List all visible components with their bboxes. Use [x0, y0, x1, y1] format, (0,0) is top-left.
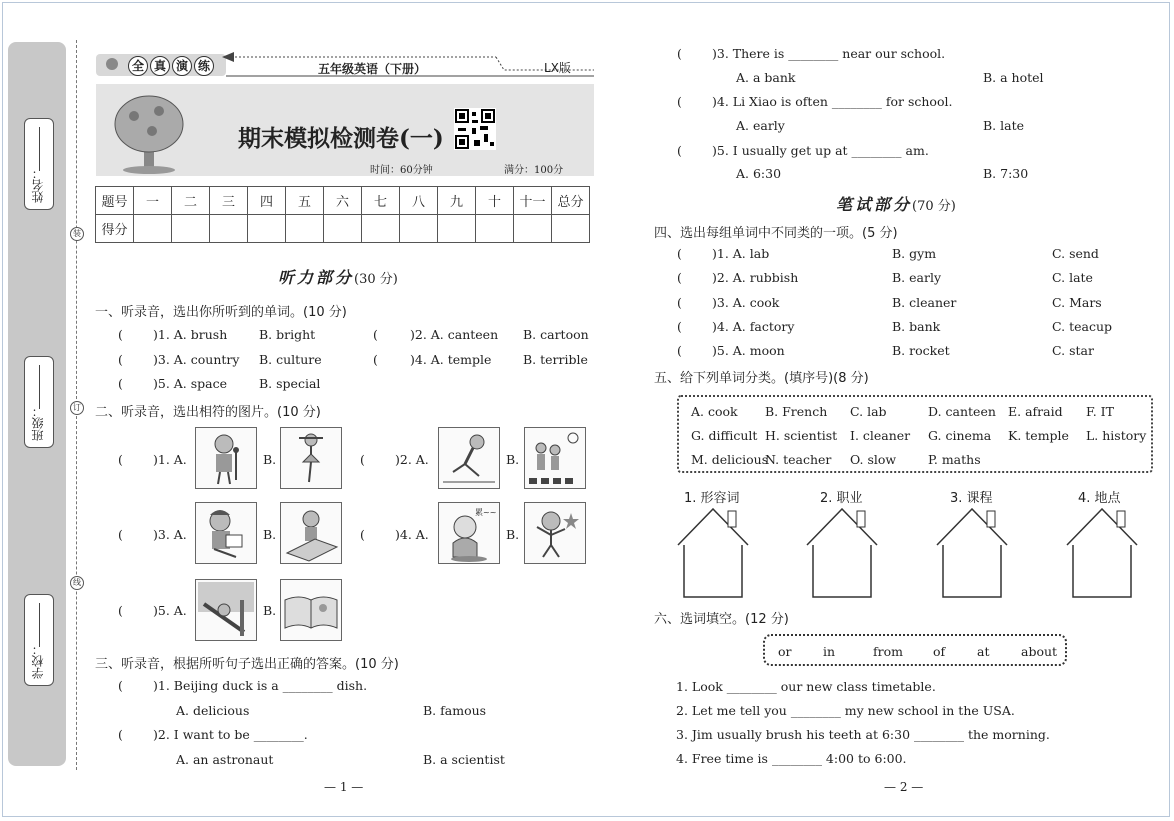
- score-cell[interactable]: [210, 215, 248, 243]
- word-option: D. canteen: [928, 404, 996, 419]
- question-item: )5. I usually get up at ________ am.: [712, 143, 929, 158]
- tree-illustration: [104, 86, 194, 176]
- word-option: from: [873, 644, 903, 659]
- table-cell: 题号: [96, 187, 134, 215]
- table-cell: 五: [286, 187, 324, 215]
- edition-label: LX版: [544, 61, 571, 75]
- table-cell: 六: [324, 187, 362, 215]
- word-option: G. cinema: [928, 428, 992, 443]
- word-option: at: [977, 644, 990, 659]
- option-b: B. 7:30: [983, 166, 1029, 181]
- table-cell: 八: [400, 187, 438, 215]
- word-option: or: [778, 644, 792, 659]
- house-label: 1. 形容词: [684, 491, 740, 506]
- table-cell: 一: [134, 187, 172, 215]
- word-option: B. French: [765, 404, 828, 419]
- series-char: 演: [172, 56, 192, 76]
- question-item: )4. Li Xiao is often ________ for school.: [712, 94, 953, 109]
- score-cell[interactable]: [172, 215, 210, 243]
- table-cell: 得分: [96, 215, 134, 243]
- option-c: C. star: [1052, 343, 1094, 358]
- table-cell: 二: [172, 187, 210, 215]
- option-a: )1. A. lab: [712, 246, 770, 261]
- house-label: 3. 课程: [950, 491, 993, 506]
- question-item: )2. A. canteen: [410, 327, 499, 342]
- drawing-boy-picture[interactable]: [280, 502, 342, 564]
- option-b: B. cleaner: [892, 295, 957, 310]
- word-option: M. delicious: [691, 452, 769, 467]
- page-number: — 1 —: [324, 780, 364, 794]
- option-b: B. special: [259, 376, 321, 391]
- question-item: )1. A.: [153, 452, 187, 467]
- time-limit: 时间：60分钟: [370, 165, 433, 176]
- school-label: 学校：: [31, 643, 45, 679]
- name-field[interactable]: [24, 118, 54, 210]
- table-cell: 七: [362, 187, 400, 215]
- score-cell[interactable]: [514, 215, 552, 243]
- house-answer-box[interactable]: [803, 505, 881, 599]
- option-b: B. a hotel: [983, 70, 1044, 85]
- table-cell: 三: [210, 187, 248, 215]
- word-option: K. temple: [1008, 428, 1069, 443]
- tired-caption: 累~~: [475, 508, 497, 517]
- option-b: B. bright: [259, 327, 316, 342]
- option-a: )3. A. cook: [712, 295, 780, 310]
- fill-sentence: 2. Let me tell you ________ my new school in the USA.: [676, 703, 1015, 718]
- option-b: B. early: [892, 270, 942, 285]
- full-score: 满分：100分: [504, 165, 564, 176]
- option-b: B. late: [983, 118, 1025, 133]
- option-a: A. an astronaut: [176, 752, 274, 767]
- table-row: [96, 187, 590, 215]
- option-c: C. teacup: [1052, 319, 1112, 334]
- book-picture[interactable]: [280, 579, 342, 641]
- dancer-picture[interactable]: [280, 427, 342, 489]
- section-2-heading: 二、听录音，选出相符的图片。(10 分): [95, 405, 321, 420]
- option-b: B. culture: [259, 352, 322, 367]
- title-banner: [96, 84, 594, 176]
- cut-mark: 订: [70, 401, 84, 415]
- table-cell: 九: [438, 187, 476, 215]
- option-b: B. a scientist: [423, 752, 505, 767]
- question-item: )5. A. space: [153, 376, 228, 391]
- house-label: 4. 地点: [1078, 491, 1121, 506]
- score-cell[interactable]: [476, 215, 514, 243]
- option-b: B. terrible: [523, 352, 588, 367]
- option-a: A. a bank: [736, 70, 796, 85]
- fill-sentence: 4. Free time is ________ 4:00 to 6:00.: [676, 751, 907, 766]
- table-cell: 十: [476, 187, 514, 215]
- word-option: of: [933, 644, 946, 659]
- question-item: )1. Beijing duck is a ________ dish.: [153, 678, 368, 693]
- fill-sentence: 3. Jim usually brush his teeth at 6:30 ________ the morning.: [676, 727, 1050, 742]
- school-field[interactable]: [24, 594, 54, 686]
- word-option: in: [823, 644, 836, 659]
- reading-girl-picture[interactable]: [195, 502, 257, 564]
- section-4-heading: 四、选出每组单词中不同类的一项。(5 分): [654, 226, 898, 241]
- question-item: )2. I want to be ________.: [153, 727, 308, 742]
- option-b: B. bank: [892, 319, 941, 334]
- score-cell[interactable]: [438, 215, 476, 243]
- word-option: L. history: [1086, 428, 1147, 443]
- cut-mark: 装: [70, 227, 84, 241]
- house-label: 2. 职业: [820, 491, 863, 506]
- series-header: [96, 48, 594, 78]
- table-cell: 总分: [552, 187, 590, 215]
- house-answer-box[interactable]: [1063, 505, 1141, 599]
- singer-picture[interactable]: [195, 427, 257, 489]
- word-option: F. IT: [1086, 404, 1114, 419]
- option-a: A. 6:30: [736, 166, 782, 181]
- name-label: 姓名：: [31, 167, 45, 203]
- crossing-street-picture[interactable]: [524, 427, 586, 489]
- score-table: [95, 186, 590, 243]
- word-option: P. maths: [928, 452, 981, 467]
- option-a: )2. A. rubbish: [712, 270, 799, 285]
- score-cell[interactable]: [324, 215, 362, 243]
- option-b: B. rocket: [892, 343, 950, 358]
- happy-jump-picture[interactable]: [524, 502, 586, 564]
- page-title: 期末模拟检测卷(一): [238, 125, 444, 152]
- word-bank-box: [677, 395, 1153, 473]
- binding-sidebar: [8, 42, 66, 766]
- score-cell[interactable]: [552, 215, 590, 243]
- question-item: )3. A. country: [153, 352, 240, 367]
- house-answer-box[interactable]: [674, 505, 752, 599]
- word-option: G. difficult: [691, 428, 758, 443]
- section-1-heading: 一、听录音，选出你所听到的单词。(10 分): [95, 305, 347, 320]
- option-a: )5. A. moon: [712, 343, 785, 358]
- slide-picture[interactable]: [195, 579, 257, 641]
- option-c: C. Mars: [1052, 295, 1102, 310]
- word-option: A. cook: [691, 404, 738, 419]
- option-b: B. famous: [423, 703, 487, 718]
- cut-mark: 线: [70, 576, 84, 590]
- option-a: A. delicious: [176, 703, 250, 718]
- running-picture[interactable]: [438, 427, 500, 489]
- section-3-heading: 三、听录音，根据所听句子选出正确的答案。(10 分): [95, 657, 399, 672]
- word-option: E. afraid: [1008, 404, 1063, 419]
- option-c: C. late: [1052, 270, 1093, 285]
- question-item: )1. A. brush: [153, 327, 228, 342]
- question-item: )2. A.: [395, 452, 429, 467]
- question-item: )4. A. temple: [410, 352, 492, 367]
- option-a: A. early: [736, 118, 785, 133]
- question-item: )4. A.: [395, 527, 429, 542]
- listening-section-title: 听力部分(30 分): [278, 268, 398, 287]
- word-option: H. scientist: [765, 428, 838, 443]
- series-char: 真: [150, 56, 170, 76]
- word-option: N. teacher: [765, 452, 832, 467]
- question-item: )5. A.: [153, 603, 187, 618]
- qr-code-icon[interactable]: [454, 108, 496, 150]
- option-b: B. cartoon: [523, 327, 589, 342]
- page-number: — 2 —: [884, 780, 924, 794]
- score-cell[interactable]: [286, 215, 324, 243]
- table-row: [96, 215, 590, 243]
- score-cell[interactable]: [248, 215, 286, 243]
- subject-label: 五年级英语（下册）: [318, 62, 427, 76]
- section-6-heading: 六、选词填空。(12 分): [654, 612, 789, 627]
- section-5-heading: 五、给下列单词分类。(填序号)(8 分): [654, 371, 869, 386]
- word-choice-box: [763, 634, 1067, 666]
- class-label: 班级：: [31, 405, 45, 441]
- house-answer-box[interactable]: [933, 505, 1011, 599]
- fill-sentence: 1. Look ________ our new class timetable.: [676, 679, 936, 694]
- option-b: B. gym: [892, 246, 937, 261]
- word-option: C. lab: [850, 404, 887, 419]
- score-cell[interactable]: [400, 215, 438, 243]
- writing-section-title: 笔试部分(70 分): [836, 195, 956, 214]
- question-item: )3. A.: [153, 527, 187, 542]
- class-field[interactable]: [24, 356, 54, 448]
- option-a: )4. A. factory: [712, 319, 795, 334]
- word-option: I. cleaner: [850, 428, 911, 443]
- tired-picture[interactable]: [438, 502, 500, 564]
- word-option: O. slow: [850, 452, 897, 467]
- series-char: 全: [128, 56, 148, 76]
- score-cell[interactable]: [362, 215, 400, 243]
- table-cell: 四: [248, 187, 286, 215]
- series-char: 练: [194, 56, 214, 76]
- option-c: C. send: [1052, 246, 1099, 261]
- word-option: about: [1021, 644, 1058, 659]
- score-cell[interactable]: [134, 215, 172, 243]
- table-cell: 十一: [514, 187, 552, 215]
- question-item: )3. There is ________ near our school.: [712, 46, 946, 61]
